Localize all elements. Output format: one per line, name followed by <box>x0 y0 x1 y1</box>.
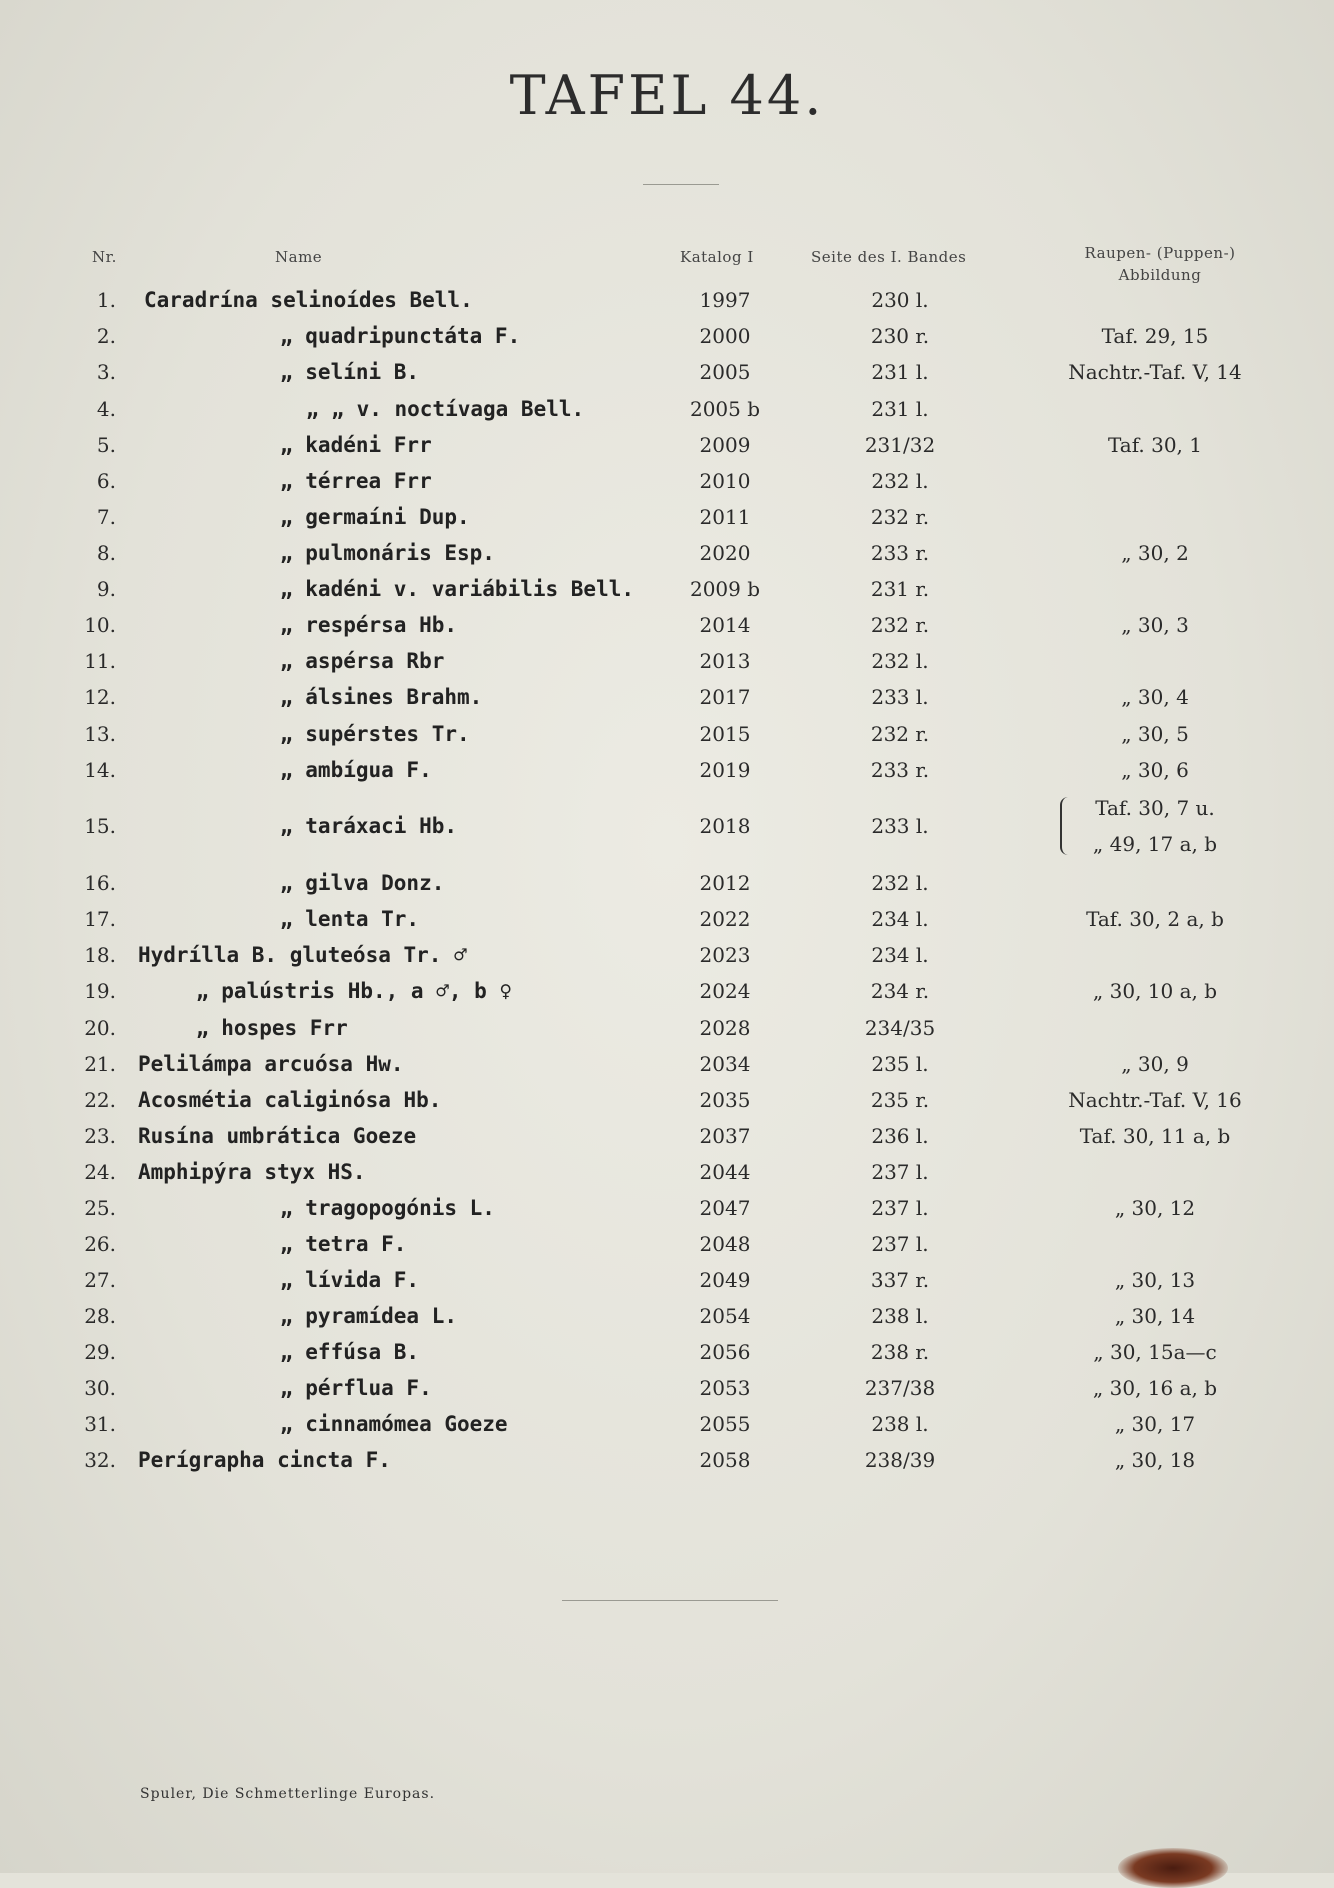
larva-illustration-ref: „ 30, 18 <box>1114 1448 1196 1472</box>
page-reference: 230 r. <box>870 324 930 348</box>
katalog-number: 2009 <box>699 433 751 457</box>
page-reference: 233 r. <box>870 758 930 782</box>
larva-illustration-ref: „ 30, 13 <box>1114 1268 1196 1292</box>
katalog-number: 2028 <box>699 1016 751 1040</box>
table-row <box>0 607 1334 643</box>
species-name: „ „ v. noctívaga Bell. <box>306 397 585 421</box>
page-reference: 234 r. <box>870 979 930 1003</box>
larva-illustration-ref: Taf. 30, 2 a, b <box>1086 907 1224 931</box>
header-katalog: Katalog I <box>680 248 754 266</box>
katalog-number: 2048 <box>699 1232 751 1256</box>
page-reference: 234 l. <box>871 943 929 967</box>
row-number: 29. <box>84 1340 116 1364</box>
page-reference: 231 l. <box>871 360 929 384</box>
page-reference: 230 l. <box>871 288 929 312</box>
table-row <box>0 1082 1334 1118</box>
row-number: 8. <box>96 541 116 565</box>
row-number: 28. <box>84 1304 116 1328</box>
katalog-number: 2056 <box>699 1340 751 1364</box>
table-row <box>0 1118 1334 1154</box>
row-number: 22. <box>84 1088 116 1112</box>
katalog-number: 2024 <box>699 979 751 1003</box>
species-name: „ lívida F. <box>280 1268 420 1292</box>
table-row <box>0 1442 1334 1478</box>
row-number: 17. <box>84 907 116 931</box>
row-number: 26. <box>84 1232 116 1256</box>
species-name: „ kadéni Frr <box>280 433 432 457</box>
table-row <box>0 796 1334 856</box>
header-raupen-line2: Abbildung <box>1118 266 1202 284</box>
table-row <box>0 1046 1334 1082</box>
table-row <box>0 1298 1334 1334</box>
katalog-number: 2020 <box>699 541 751 565</box>
table-row <box>0 1370 1334 1406</box>
species-name: „ aspérsa Rbr <box>280 649 445 673</box>
page-reference: 232 r. <box>870 613 930 637</box>
katalog-number: 2022 <box>699 907 751 931</box>
species-name: „ térrea Frr <box>280 469 432 493</box>
species-name: „ palústris Hb., a ♂, b ♀ <box>196 979 513 1003</box>
page-reference: 231 l. <box>871 397 929 421</box>
brace-icon <box>1060 797 1072 855</box>
larva-illustration-ref-2: „ 49, 17 a, b <box>1092 832 1218 856</box>
table-row <box>0 1154 1334 1190</box>
katalog-number: 2019 <box>699 758 751 782</box>
page-reference: 237 l. <box>871 1160 929 1184</box>
katalog-number: 2011 <box>699 505 751 529</box>
header-name: Name <box>275 248 323 266</box>
row-number: 1. <box>96 288 116 312</box>
page-reference: 238 l. <box>871 1304 929 1328</box>
species-name: „ ambígua F. <box>280 758 432 782</box>
page-reference: 237 l. <box>871 1232 929 1256</box>
katalog-number: 2010 <box>699 469 751 493</box>
table-row <box>0 535 1334 571</box>
larva-illustration-ref: „ 30, 12 <box>1114 1196 1196 1220</box>
larva-illustration-ref: Taf. 29, 15 <box>1101 324 1209 348</box>
table-row <box>0 643 1334 679</box>
row-number: 25. <box>84 1196 116 1220</box>
species-name: „ effúsa B. <box>280 1340 420 1364</box>
species-name: „ pyramídea L. <box>280 1304 458 1328</box>
row-number: 11. <box>84 649 116 673</box>
katalog-number: 2015 <box>699 722 751 746</box>
katalog-number: 2005 b <box>689 397 761 421</box>
row-number: 9. <box>96 577 116 601</box>
page-title: TAFEL 44. <box>509 64 825 127</box>
table-row <box>0 937 1334 973</box>
katalog-number: 2053 <box>699 1376 751 1400</box>
katalog-number: 2023 <box>699 943 751 967</box>
table-row <box>0 865 1334 901</box>
row-number: 4. <box>96 397 116 421</box>
species-name: Pelilámpa arcuósa Hw. <box>138 1052 404 1076</box>
species-name: Acosmétia caliginósa Hb. <box>138 1088 442 1112</box>
page-reference: 233 r. <box>870 541 930 565</box>
table-row <box>0 1190 1334 1226</box>
species-name: Hydrílla B. gluteósa Tr. ♂ <box>138 943 467 967</box>
table-row <box>0 716 1334 752</box>
species-name: Caradrína selinoídes Bell. <box>144 288 473 312</box>
species-name: „ quadripunctáta F. <box>280 324 521 348</box>
larva-illustration-ref: „ 30, 14 <box>1114 1304 1196 1328</box>
species-name: „ selíni B. <box>280 360 420 384</box>
larva-illustration-ref: „ 30, 3 <box>1121 613 1189 637</box>
row-number: 6. <box>96 469 116 493</box>
page-stain <box>1118 1848 1228 1888</box>
row-number: 30. <box>84 1376 116 1400</box>
page-reference: 237 l. <box>871 1196 929 1220</box>
row-number: 18. <box>84 943 116 967</box>
table-row <box>0 1262 1334 1298</box>
katalog-number: 2037 <box>699 1124 751 1148</box>
katalog-number: 1997 <box>699 288 751 312</box>
row-number: 16. <box>84 871 116 895</box>
katalog-number: 2013 <box>699 649 751 673</box>
page-reference: 232 l. <box>871 871 929 895</box>
species-name: „ tragopogónis L. <box>280 1196 495 1220</box>
larva-illustration-ref: „ 30, 10 a, b <box>1092 979 1218 1003</box>
page-reference: 232 l. <box>871 469 929 493</box>
larva-illustration-ref: „ 30, 16 a, b <box>1092 1376 1218 1400</box>
table-row <box>0 354 1334 390</box>
header-seite: Seite des I. Bandes <box>811 248 967 266</box>
page-reference: 233 l. <box>871 685 929 709</box>
row-number: 23. <box>84 1124 116 1148</box>
page-reference: 231 r. <box>870 577 930 601</box>
katalog-number: 2058 <box>699 1448 751 1472</box>
page-reference: 235 r. <box>870 1088 930 1112</box>
row-number: 32. <box>84 1448 116 1472</box>
larva-illustration-ref: „ 30, 5 <box>1121 722 1189 746</box>
row-number: 13. <box>84 722 116 746</box>
row-number: 2. <box>96 324 116 348</box>
species-name: „ pérflua F. <box>280 1376 432 1400</box>
katalog-number: 2000 <box>699 324 751 348</box>
row-number: 27. <box>84 1268 116 1292</box>
species-name: „ germaíni Dup. <box>280 505 470 529</box>
page-reference: 236 l. <box>871 1124 929 1148</box>
row-number: 3. <box>96 360 116 384</box>
row-number: 7. <box>96 505 116 529</box>
katalog-number: 2018 <box>699 814 751 838</box>
row-number: 31. <box>84 1412 116 1436</box>
katalog-number: 2049 <box>699 1268 751 1292</box>
species-name: „ supérstes Tr. <box>280 722 470 746</box>
species-name: „ taráxaci Hb. <box>280 814 458 838</box>
katalog-number: 2054 <box>699 1304 751 1328</box>
row-number: 19. <box>84 979 116 1003</box>
larva-illustration-ref: Nachtr.-Taf. V, 14 <box>1068 360 1242 384</box>
katalog-number: 2014 <box>699 613 751 637</box>
katalog-number: 2055 <box>699 1412 751 1436</box>
table-row <box>0 571 1334 607</box>
table-row <box>0 901 1334 937</box>
larva-illustration-ref: Taf. 30, 1 <box>1107 433 1202 457</box>
katalog-number: 2034 <box>699 1052 751 1076</box>
table-row <box>0 391 1334 427</box>
species-name: „ cinnamómea Goeze <box>280 1412 508 1436</box>
page-reference: 232 r. <box>870 505 930 529</box>
katalog-number: 2035 <box>699 1088 751 1112</box>
row-number: 5. <box>96 433 116 457</box>
table-row <box>0 499 1334 535</box>
page-reference: 237/38 <box>864 1376 936 1400</box>
header-raupen <box>1060 242 1260 286</box>
table-row <box>0 679 1334 715</box>
larva-illustration-ref: „ 30, 4 <box>1121 685 1189 709</box>
table-row <box>0 1406 1334 1442</box>
katalog-number: 2012 <box>699 871 751 895</box>
row-number: 10. <box>84 613 116 637</box>
species-name: Perígrapha cincta F. <box>138 1448 391 1472</box>
species-name: „ álsines Brahm. <box>280 685 483 709</box>
page-reference: 238 r. <box>870 1340 930 1364</box>
page-reference: 238 l. <box>871 1412 929 1436</box>
species-name: Amphipýra styx HS. <box>138 1160 366 1184</box>
species-name: „ gilva Donz. <box>280 871 445 895</box>
header-nr: Nr. <box>92 248 117 266</box>
page-reference: 235 l. <box>871 1052 929 1076</box>
katalog-number: 2005 <box>699 360 751 384</box>
larva-illustration-ref: „ 30, 9 <box>1121 1052 1189 1076</box>
row-number: 15. <box>84 814 116 838</box>
page-reference: 231/32 <box>864 433 936 457</box>
row-number: 14. <box>84 758 116 782</box>
page-reference: 234 l. <box>871 907 929 931</box>
table-row <box>0 752 1334 788</box>
footer-citation: Spuler, Die Schmetterlinge Europas. <box>140 1786 436 1802</box>
species-name: Rusína umbrática Goeze <box>138 1124 417 1148</box>
page-reference: 232 l. <box>871 649 929 673</box>
page-reference: 234/35 <box>864 1016 936 1040</box>
katalog-number: 2047 <box>699 1196 751 1220</box>
page-reference: 233 l. <box>871 814 929 838</box>
divider-bottom <box>562 1600 778 1601</box>
larva-illustration-ref: „ 30, 17 <box>1114 1412 1196 1436</box>
katalog-number: 2009 b <box>689 577 761 601</box>
table-row <box>0 282 1334 318</box>
row-number: 20. <box>84 1016 116 1040</box>
table-row <box>0 318 1334 354</box>
species-name: „ lenta Tr. <box>280 907 420 931</box>
larva-illustration-ref: „ 30, 2 <box>1121 541 1189 565</box>
species-name: „ respérsa Hb. <box>280 613 458 637</box>
header-raupen-line1: Raupen- (Puppen-) <box>1084 244 1236 262</box>
table-row <box>0 973 1334 1009</box>
table-row <box>0 1226 1334 1262</box>
table-row <box>0 463 1334 499</box>
species-name: „ pulmonáris Esp. <box>280 541 495 565</box>
row-number: 21. <box>84 1052 116 1076</box>
row-number: 24. <box>84 1160 116 1184</box>
row-number: 12. <box>84 685 116 709</box>
larva-illustration-ref: „ 30, 15a—c <box>1093 1340 1217 1364</box>
species-name: „ tetra F. <box>280 1232 407 1256</box>
divider-top <box>643 184 719 185</box>
table-row <box>0 1334 1334 1370</box>
katalog-number: 2044 <box>699 1160 751 1184</box>
species-name: „ kadéni v. variábilis Bell. <box>280 577 635 601</box>
larva-illustration-ref: Taf. 30, 11 a, b <box>1079 1124 1231 1148</box>
table-row <box>0 1010 1334 1046</box>
larva-illustration-ref: Taf. 30, 7 u. <box>1095 796 1215 820</box>
page-reference: 232 r. <box>870 722 930 746</box>
page-reference: 238/39 <box>864 1448 936 1472</box>
table-row <box>0 427 1334 463</box>
page-reference: 337 r. <box>870 1268 930 1292</box>
katalog-number: 2017 <box>699 685 751 709</box>
species-name: „ hospes Frr <box>196 1016 348 1040</box>
larva-illustration-ref: Nachtr.-Taf. V, 16 <box>1068 1088 1242 1112</box>
larva-illustration-ref: „ 30, 6 <box>1121 758 1189 782</box>
